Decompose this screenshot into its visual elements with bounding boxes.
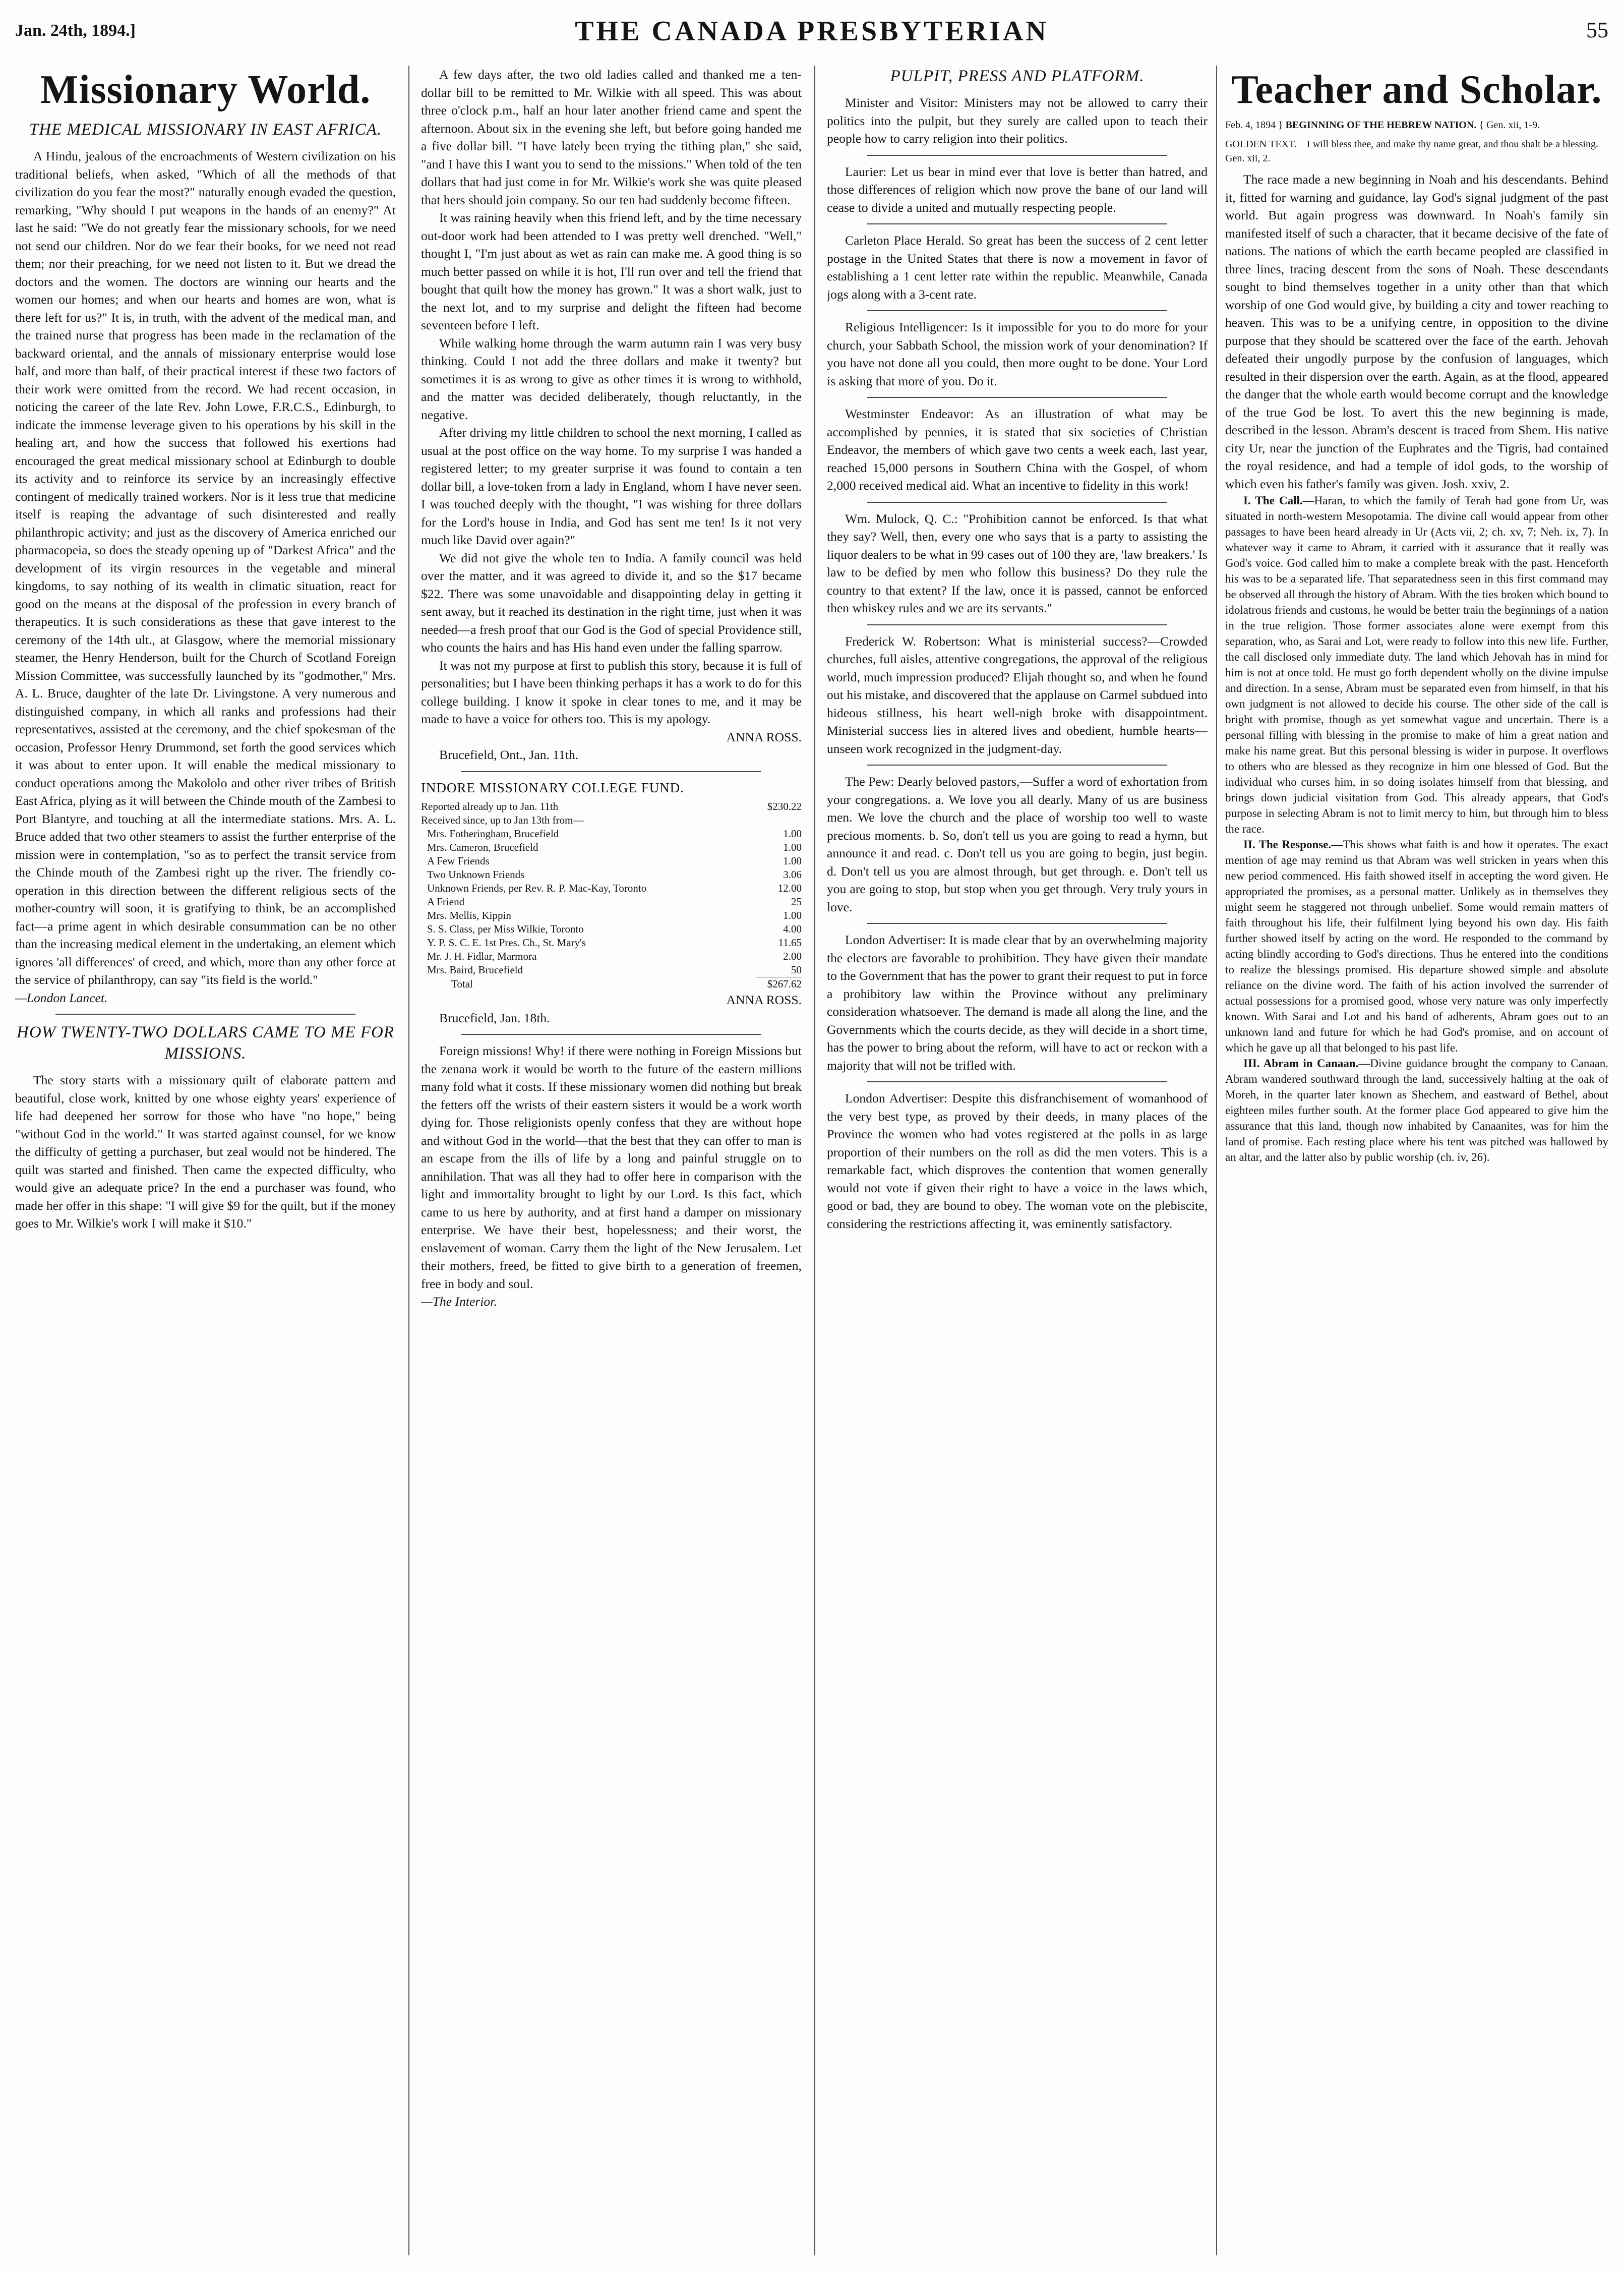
dateline: Brucefield, Ont., Jan. 11th. xyxy=(439,747,579,762)
fund-row-amount: 1.00 xyxy=(783,828,802,840)
article-paragraph: It was raining heavily when this friend left, and by the time necessary out-door work had been attended to I was pretty well drenched. "Well," thought I, "I'm just about as wet as rain can make me. A good thing is so much better passed on while it is hot, I'll run over and tell the friend that bought that quilt how the money has grown." It was a short walk, just to the next lot, and to my surprise and delight the fifteen had become seventeen before I left. xyxy=(421,210,802,332)
press-item: London Advertiser: Despite this disfranchisement of womanhood of the very best type, as proved by their deeds, in many places of the Province the women who had votes registered at the polls in as large proportion of their numbers on the roll as did the men voters. This is a remarkable fact, which disproves the contention that women generally would not vote if given their right to have a voice in the laws which, good or bad, they are bound to obey. The woman vote on the plebiscite, considering the restrictions affecting it, was eminently satisfactory. xyxy=(827,1091,1208,1231)
page-number: 55 xyxy=(1586,18,1608,42)
section-text: —Haran, to which the family of Terah had gone from Ur, was situated in north-western Mesopotamia. The divine call would appear from other passages to have been heard already in Ur (Acts vii, 2; ch. xv, 7; Neh. ix, 7). In whatever way it came to Abram, it carried with it assurance that it really was God's voice. God called him to make a complete break with the past. Henceforth his was to be a separated life. That separatedness seen in this first command may be observed all through the history of Abram. With the ties broken which bound to idolatrous friends and customs, he would be better train the beginnings of a nation in the true religion. Those former associates alone were exempt from this separation, who, as Sarai and Lot, were ready to follow into this new life. Further, the call disclosed only immediate duty. The land which Jehovah has in mind for him is not at once told. He must go forth dependent wholly on the divine impulse and direction. In a sense, Abram must be separated even from himself, in that his own judgment is not allowed to decide his course. The other side of the call is bright with promise, though as yet somewhat vague and uncertain. There is a personal filling with blessing in the promise to make of him a great nation and make his name great. But this personal blessing is wider in purpose. It overflows to others who are blessed as they recognize in him one blessed of God. But the individual who curses him, in so doing isolates himself from that blessing, and brings down judicial visitation from God. This already appears, that God's purpose in selecting Abram is not to limit mercy to him, but through him to bless the race. xyxy=(1225,494,1608,835)
fund-row xyxy=(421,813,802,827)
fund-row-label: Mrs. Fotheringham, Brucefield xyxy=(427,828,559,840)
lesson-section xyxy=(1225,493,1608,837)
column-missionary-world xyxy=(15,66,396,2254)
article-paragraph: A Hindu, jealous of the encroachments of Western civilization on his traditional beliefs, when asked, "Which of all the methods of that civilization do you fear the most?" naturally enough evaded the question, remarking, "Why should I put weapons in the hands of an enemy?" At last he said: "We do not greatly fear the missionary schools, for we need not send our children. Nor do we fear their books, for we need not read them; nor their preaching, for we need not listen to it. But we dread the doctors and the women. The doctors are winning our hearts and the women our homes; and when our hearts and homes are won, what is there left for us?" It is, in truth, with the advent of the medical man, and the trained nurse that progress has been made in the reclamation of the backward oriental, and the annals of missionary enterprise would lose half, and more than half, of their practical interest if these two factors of their work were omitted from the record. We had recent occasion, in noticing the career of the late Rev. John Lowe, F.R.C.S., Edinburgh, to indicate the immense leverage given to his operations by his skill in the healing art, and how the success that followed his exertions had encouraged the great medical missionary school at Edinburgh to double its activity and to reinforce its service by an increasingly effective contingent of medically trained workers. Nor is it less true that medicine itself is reaping the advantage of such disinterested and really philanthropic activity; and just as the discovery of America enriched our pharmacopeia, so does the steady opening up of "Darkest Africa" and the development of its virgin resources in the vegetable and mineral kingdoms, to say nothing of its wealth in climatic situation, react for good on the means at the disposal of the profession in every branch of therapeutics. It is such considerations as these that gave interest to the ceremony of the 14th ult., at Glasgow, where the memorial missionary steamer, the Henry Henderson, built for the Church of Scotland Foreign Mission Committee, was successfully launched by its "godmother," Mrs. A. L. Bruce, daughter of the late Dr. Livingstone. A very numerous and distinguished company, in which all ranks and professions had their representatives, assisted at the ceremony, and the chief spokesman of the occasion, Professor Henry Drummond, set forth the good services which it was about to enter upon. It will enable the medical missionary to conduct operations among the Makololo and other river tribes of British East Africa, plying as it will between the Chinde mouth of the Zambesi to Port Blantyre, and touching at all the intermediate stations. Mrs. A. L. Bruce added that two other steamers to assist the further enterprise of the mission were in contemplation, "so as to perfect the transit service from the Chinde mouth of the Zambesi right up the river. The friendly co-operation in this direction between the different religious sects of the mother-country will soon, it is gratifying to think, be an accomplished fact—a prime agent in which desirable consummation can be no other than the increasing medical element in the undertaking, an element which ignores 'all differences' of creed, and which, more than any other force at the service of philanthropy, can say "its field is the world." xyxy=(15,149,396,987)
press-item: Laurier: Let us bear in mind ever that love is better than hatred, and those differences of religion which now prove the bane of our land will cease to divide a united and mutually respecting people. xyxy=(827,164,1208,215)
divider xyxy=(867,397,1167,398)
fund-row xyxy=(421,841,802,854)
fund-row-amount: $230.22 xyxy=(767,800,802,812)
fund-row xyxy=(421,963,802,977)
fund-row-amount: 50 xyxy=(791,964,802,976)
section-heading: III. Abram in Canaan. xyxy=(1243,1057,1359,1070)
article-paragraph: While walking home through the warm autumn rain I was very busy thinking. Could I not add the three dollars and make it twenty? but sometimes it is as wrong to give as other times it is wrong to withhold, and the matter was decided deliberately, though reluctantly, in the negative. xyxy=(421,335,802,422)
article-paragraph: It was not my purpose at first to publish this story, because it is full of personalities; but I have been thinking perhaps it has a work to do for this college building. I know it spoke in clear tones to me, and it may be made to have a voice for others too. This is my apology. xyxy=(421,658,802,726)
fund-row xyxy=(421,936,802,950)
fund-row-amount: 4.00 xyxy=(783,923,802,935)
column-rule xyxy=(1216,66,1217,2255)
press-item: The Pew: Dearly beloved pastors,—Suffer a word of exhortation from your congregations. a. We love you all dearly. Many of us are business men. We love the church and the place of worship too well to waste precious moments. b. So, don't tell us you are going to read a hymn, but announce it and read. c. Don't tell us you are going to begin, just begin. d. Don't tell us you are almost through, but get through. e. Don't tell us you are going to stop, but stop when you get through. Very truly yours in love. xyxy=(827,774,1208,914)
fund-row xyxy=(421,895,802,909)
fund-row-label: Y. P. S. C. E. 1st Pres. Ch., St. Mary's xyxy=(427,937,586,949)
press-item: London Advertiser: It is made clear that by an overwhelming majority the electors are favorable to prohibition. They have given their mandate to the Government that has the power to grant their request to put in force a prohibitory law within the Province without any preliminary consideration whatsoever. The demand is made all along the line, and the Governments which the courts decide, as they will decide in a short time, has the power to bring about the reform, will have to act or reckon with a majority that will not be trifled with. xyxy=(827,932,1208,1073)
fund-row xyxy=(421,827,802,841)
divider xyxy=(867,223,1167,224)
fund-row xyxy=(421,909,802,922)
divider xyxy=(867,1081,1167,1082)
fund-row-amount: 1.00 xyxy=(783,841,802,853)
divider xyxy=(55,1014,355,1015)
column-rule xyxy=(408,66,409,2255)
article-paragraph: Foreign missions! Why! if there were nothing in Foreign Missions but the zenana work it would be worth to the future of the eastern millions many fold what it costs. If these missionary women did nothing but break the fetters off the wrists of their eastern sisters it would be a work worth dying for. Those religionists openly confess that they are without hope and without God in the world—that the best that they can offer to man is an escape from the ills of life by a long and painful struggle on to annihilation. That was all they had to offer here in comparison with the light and immortality brought to light by our Lord. Is this fact, which came to us here by authority, and at first hand a damper on missionary enterprise. We have their best, hopelessness; and their worst, the enslavement of woman. Carry them the light of the New Jerusalem. Let their mothers, freed, be fitted to give birth to a generation of freemen, free in body and soul. xyxy=(421,1043,802,1291)
issue-date: Jan. 24th, 1894.] xyxy=(15,21,136,40)
fund-row xyxy=(421,922,802,936)
fund-total-label: Total xyxy=(451,977,473,990)
fund-row-label: Reported already up to Jan. 11th xyxy=(421,800,559,812)
fund-row-label: A Few Friends xyxy=(427,855,490,867)
fund-row-label: Mrs. Baird, Brucefield xyxy=(427,964,523,976)
fund-total-amount: $267.62 xyxy=(756,977,802,992)
fund-row xyxy=(421,882,802,895)
fund-row-amount: 12.00 xyxy=(777,882,802,894)
article-paragraph: A few days after, the two old ladies called and thanked me a ten-dollar bill to be remitted to Mr. Wilkie with all speed. This was about three o'clock p.m., half an hour later another friend came and spent the afternoon. About six in the evening she left, but before going handed me a five dollar bill. "I have lately been trying the tithing plan," she said, "and I have this I want you to send to the missions." When told of the ten dollars that had just come in for Mr. Wilkie's work she was quite pleased that hers should join company. So our ten had suddenly become fifteen. xyxy=(421,67,802,207)
article-title: HOW TWENTY-TWO DOLLARS CAME TO ME FOR MISSIONS. xyxy=(17,1023,394,1063)
lesson-section xyxy=(1225,837,1608,1056)
department-heading: Teacher and Scholar. xyxy=(1231,68,1602,112)
divider xyxy=(867,502,1167,503)
fund-row-amount: 1.00 xyxy=(783,855,802,867)
dateline: Brucefield, Jan. 18th. xyxy=(439,1010,550,1025)
press-item: Frederick W. Robertson: What is ministerial success?—Crowded churches, full aisles, attentive congregations, the approval of the religious world, much impression produced? Elijah thought so, and when he found out his mistake, and discovered that the applause on Carmel subdued into hideous stillness, his heart well-nigh broke with disappointment. Ministerial success lies in altered lives and obedient, humble hearts—unseen work recognized in the judgment-day. xyxy=(827,633,1208,756)
section-text: —Divine guidance brought the company to Canaan. Abram wandered southward through the land, successively halting at the oak of Moreh, in the quarter later known as Shechem, and eastward of Bethel, about eighteen miles further south. At the former place God appeared to give him the assurance that this land, though now inhabited by Canaanites, was for him the land of promise. Each resting place where his tent was pitched was hallowed by an altar, and the latter also by public worship (ch. iv, 26). xyxy=(1225,1057,1608,1163)
fund-total-row xyxy=(421,977,802,992)
divider xyxy=(867,155,1167,156)
article-paragraph: After driving my little children to school the next morning, I called as usual at the post office on the way home. To my surprise I was handed a registered letter; to my greater surprise it was found to contain a ten dollar bill, a love-token from a lady in England, whom I have never seen. I was touched deeply with the thought, "I was wishing for three dollars for the Lord's house in India, and God has sent me ten! Is it not very much like David over again?" xyxy=(421,425,802,547)
fund-row-label: S. S. Class, per Miss Wilkie, Toronto xyxy=(427,923,584,935)
fund-row-label: Two Unknown Friends xyxy=(427,868,525,881)
column-story-continued xyxy=(421,66,802,2254)
fund-row xyxy=(421,854,802,868)
lesson-paragraph: The race made a new beginning in Noah and his descendants. Behind it, fitted for warning and guidance, lay God's signal judgment of the past world. But again progress was downward. In Noah's family sin manifested itself of such a character, that it became decisive of the fate of nations. The nations of which the earth became peopled are classified in three lines, tracing descent from the sons of Noah. These descendants sought to bind themselves together in a unity other than that which worship of one God would give, by building a city and tower reaching to heaven. This was to be a unifying centre, in opposition to the divine purpose that they should be scattered over the face of the earth. Jehovah defeated their ungodly purpose by the confusion of languages, which resulted in their dispersion over the earth. Again, as at the flood, appeared the danger that the whole earth would become corrupt and the knowledge of the true God be lost. To avert this the new beginning is made, described in the lesson. Abram's descent is traced from Shem. His native city Ur, near the junction of the Euphrates and the Tigris, had contained the royal residence, and had a temple of idol gods, to the worship of which even his father's family was given. Josh. xxiv, 2. xyxy=(1225,172,1608,491)
lesson-heading: Feb. 4, 1894 } BEGINNING OF THE HEBREW NATION. { Gen. xii, 1-9. xyxy=(1225,120,1540,131)
fund-row-label: Received since, up to Jan 13th from— xyxy=(421,814,584,826)
fund-table xyxy=(421,800,802,991)
lesson-section xyxy=(1225,1056,1608,1165)
divider xyxy=(867,310,1167,311)
fund-row-amount: 1.00 xyxy=(783,909,802,921)
article-paragraph: We did not give the whole ten to India. A family council was held over the matter, and it was agreed to divide it, and so the $17 became $22. There was some unavoidable and disappointing delay in getting it sent away, but it reached its destination in the right time, just when it was needed—a fresh proof that our God is the God of special Providence still, who counts the hairs and has His hand even under the falling sparrow. xyxy=(421,550,802,655)
fund-row-label: Mrs. Cameron, Brucefield xyxy=(427,841,538,853)
section-heading: II. The Response. xyxy=(1243,838,1332,851)
column-rule xyxy=(814,66,815,2255)
fund-row-amount: 25 xyxy=(791,896,802,908)
section-text: —This shows what faith is and how it operates. The exact mention of age may remind us that Abram was well stricken in years when this new period commenced. His faith showed itself in accepting the word given. He appropriated the promises, as a personal matter. Unlikely as in themselves they might seem he staggered not through unbelief. Some would remain matters of faith throughout his life, their fulfilment lying beyond his own day. His faith further showed itself by acting on the word. He responded to the command by acting blindly according to God's directions. Thus he entered into the conditions to realize the blessings promised. His departure showed simple and absolute reliance on the divine word. The faith of his action involved the surrender of actual possessions for a promised good, whose very nature was only imperfectly known. With Sarai and Lot and his band of adherents, Abram goes out to an unknown land and future for which he had God's promise, and on account of which he gave up all that belonged to his past life. xyxy=(1225,838,1608,1054)
fund-row-amount: 11.65 xyxy=(778,937,802,949)
fund-row xyxy=(421,800,802,813)
divider xyxy=(867,624,1167,625)
lesson-date: Feb. 4, 1894 xyxy=(1225,120,1276,131)
lesson-title: BEGINNING OF THE HEBREW NATION. xyxy=(1285,120,1477,131)
divider xyxy=(867,923,1167,924)
column-pulpit-press-platform xyxy=(827,66,1208,2254)
article-source: —London Lancet. xyxy=(15,990,108,1005)
fund-row-label: Unknown Friends, per Rev. R. P. Mac-Kay, Toronto xyxy=(427,882,647,894)
press-item: Minister and Visitor: Ministers may not be allowed to carry their politics into the pulpit, but they surely are called upon to teach their people how to carry religion into their politics. xyxy=(827,95,1208,146)
signature: ANNA ROSS. xyxy=(726,729,802,744)
article-title: THE MEDICAL MISSIONARY IN EAST AFRICA. xyxy=(29,121,382,139)
divider xyxy=(461,1034,761,1035)
page-header xyxy=(15,15,1608,61)
fund-row-amount xyxy=(756,813,802,827)
fund-title: INDORE MISSIONARY COLLEGE FUND. xyxy=(421,780,685,795)
divider xyxy=(461,771,761,772)
department-heading: Missionary World. xyxy=(40,68,371,112)
fund-row-label: Mrs. Mellis, Kippin xyxy=(427,909,511,921)
newspaper-title: THE CANADA PRESBYTERIAN xyxy=(575,16,1049,47)
fund-row-label: Mr. J. H. Fidlar, Marmora xyxy=(427,950,537,962)
press-item: Religious Intelligencer: Is it impossible for you to do more for your church, your Sabbath School, the mission work of your denomination? If you have not done all you could, then more ought to be done. Your Lord is asking that more of you. Do it. xyxy=(827,320,1208,388)
section-heading: I. The Call. xyxy=(1243,494,1303,507)
fund-row-amount: 2.00 xyxy=(783,950,802,962)
signature: ANNA ROSS. xyxy=(726,993,802,1007)
press-item: Westminster Endeavor: As an illustration of what may be accomplished by pennies, it is stated that six societies of Christian Endeavor, the members of which gave two cents a week each, last year, reached 15,000 persons in Southern China with the Gospel, of whom 2,000 received medical aid. What an incentive to fidelity in this work! xyxy=(827,406,1208,493)
fund-row-amount: 3.06 xyxy=(783,868,802,881)
department-heading: PULPIT, PRESS AND PLATFORM. xyxy=(890,67,1145,85)
column-teacher-scholar xyxy=(1225,66,1608,2254)
golden-text: GOLDEN TEXT.—I will bless thee, and make thy name great, and thou shalt be a blessing.—Gen. xii, 2. xyxy=(1225,139,1608,164)
article-paragraph: The story starts with a missionary quilt of elaborate pattern and beautiful, close work, knitted by one whose eighty years' experience of life had deepened her sorrow for those who have "no hope," being "without God in the world." It was started against counsel, for we know the difficulty of getting a purchaser, but zeal would not be hindered. The quilt was started and finished. Then came the expected difficulty, who would give an adequate price? In the end a purchaser was found, who made her offer in this shape: "I will give $9 for the quilt, but if the money goes to Mr. Wilkie's work I will make it $10." xyxy=(15,1073,396,1231)
fund-row xyxy=(421,950,802,963)
article-source: —The Interior. xyxy=(421,1294,497,1309)
press-item: Carleton Place Herald. So great has been the success of 2 cent letter postage in the United States that there is now a movement in favor of establishing a 1 cent letter rate within the republic. Meanwhile, Canada jogs along with a 3-cent rate. xyxy=(827,233,1208,302)
lesson-reference: Gen. xii, 1-9. xyxy=(1486,120,1540,131)
fund-row-label: A Friend xyxy=(427,896,465,908)
fund-row xyxy=(421,868,802,882)
divider xyxy=(867,765,1167,766)
press-item: Wm. Mulock, Q. C.: "Prohibition cannot be enforced. Is that what they say? Well, then, every one who says that is a party to assisting the liquor dealers to be what in 99 cases out of 100 they are, 'law breakers.' Is law to be defied by men who follow this business? Do they rule the country to that extent? If the law, once it is passed, cannot be enforced then whiskey rules and we are its servants." xyxy=(827,511,1208,615)
